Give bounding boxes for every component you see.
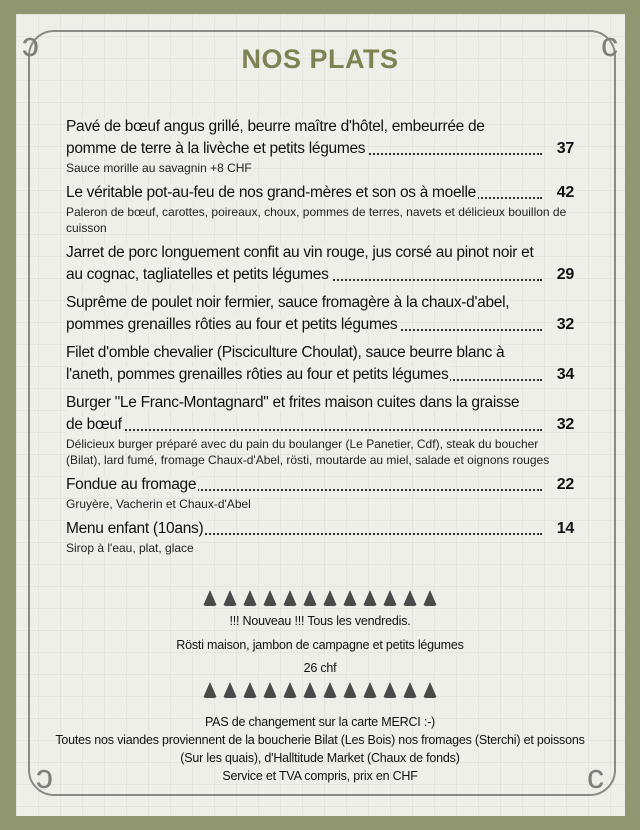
- cone-icon: [243, 682, 257, 698]
- cone-icon: [403, 590, 417, 606]
- footer-line: PAS de changement sur la carte MERCI :-): [204, 715, 436, 729]
- dish-price: 22: [556, 476, 574, 493]
- dish-description: Sauce morille au savagnin +8 CHF: [66, 161, 252, 175]
- dish-description: Paleron de bœuf, carottes, poireaux, choux, pommes de terres, navets et délicieux bouillon de cuisson: [66, 205, 567, 235]
- cone-icon: [423, 682, 437, 698]
- dish-price: 29: [556, 266, 574, 283]
- footer-line: Toutes nos viandes proviennent de la boucherie Bilat (Les Bois) nos fromages (Sterchi) et poissons: [55, 733, 585, 747]
- dish-description: Gruyère, Vacherin et Chaux-d'Abel: [66, 497, 251, 511]
- page-title: NOS PLATS: [241, 44, 399, 74]
- cone-icon: [263, 590, 277, 606]
- cone-icon: [363, 682, 377, 698]
- cone-icon: [283, 590, 297, 606]
- dish-price: 37: [556, 140, 574, 157]
- menu-list: [66, 116, 574, 562]
- cone-icon: [343, 682, 357, 698]
- special-headline: !!! Nouveau !!! Tous les vendredis.: [229, 614, 411, 628]
- dish-name-row: [66, 182, 574, 204]
- cone-icon: [203, 682, 217, 698]
- dish-price: 34: [556, 366, 574, 383]
- menu-item: [66, 518, 574, 556]
- cone-icon: [363, 590, 377, 606]
- footer-line: (Sur les quais), d'Halltitude Market (Chaux de fonds): [180, 751, 460, 765]
- divider-cones: [0, 590, 640, 609]
- cone-icon: [343, 590, 357, 606]
- dish-price: 42: [556, 184, 574, 201]
- corner-swirl-icon: ↄ: [22, 26, 39, 64]
- cone-icon: [263, 682, 277, 698]
- corner-swirl-icon: c: [587, 758, 604, 796]
- cone-icon: [283, 682, 297, 698]
- dish-price: 32: [556, 416, 574, 433]
- cone-icon: [423, 590, 437, 606]
- cone-icon: [303, 682, 317, 698]
- dish-name-row: [66, 518, 574, 540]
- menu-item: [66, 392, 574, 468]
- dish-name: Fondue au fromage: [66, 476, 197, 493]
- corner-swirl-icon: c: [601, 26, 618, 64]
- dish-name: Menu enfant (10ans): [66, 520, 204, 537]
- dish-name: Suprême de poulet noir fermier, sauce fromagère à la chaux-d'abel, pommes grenailles rôties au four et petits légumes: [66, 294, 510, 333]
- dish-description: Délicieux burger préparé avec du pain du boulanger (Le Panetier, Cdf), steak du boucher (Bilat), lard fumé, fromage Chaux-d'Abel, rösti, moutarde au miel, salade et oignons rouges: [66, 437, 550, 467]
- corner-swirl-icon: ↄ: [36, 758, 53, 796]
- cone-icon: [243, 590, 257, 606]
- dish-description: Sirop à l'eau, plat, glace: [66, 541, 194, 555]
- dish-name: Burger "Le Franc-Montagnard" et frites maison cuites dans la graisse de bœuf: [66, 394, 520, 433]
- dish-name-row: [66, 242, 574, 286]
- cone-icon: [203, 590, 217, 606]
- dish-name-row: [66, 292, 574, 336]
- cone-icon: [323, 590, 337, 606]
- cone-icon: [383, 590, 397, 606]
- dish-name: Jarret de porc longuement confit au vin rouge, jus corsé au pinot noir et au cognac, tagliatelles et petits légumes: [66, 244, 534, 283]
- dish-name: Filet d'omble chevalier (Pisciculture Choulat), sauce beurre blanc à l'aneth, pommes grenailles rôties au four et petits légumes: [66, 344, 505, 383]
- dish-name-row: [66, 116, 574, 160]
- cone-icon: [383, 682, 397, 698]
- dish-name: Le véritable pot-au-feu de nos grand-mères et son os à moelle: [66, 184, 476, 201]
- cone-icon: [323, 682, 337, 698]
- cone-icon: [403, 682, 417, 698]
- footer-notes: [0, 713, 640, 785]
- footer-line: Service et TVA compris, prix en CHF: [222, 769, 418, 783]
- divider-cones: [0, 682, 640, 701]
- dish-name-row: [66, 392, 574, 436]
- dish-name: Pavé de bœuf angus grillé, beurre maître d'hôtel, embeurrée de pomme de terre à la livèche et petits légumes: [66, 118, 485, 157]
- dish-name-row: [66, 342, 574, 386]
- menu-item: [66, 116, 574, 176]
- cone-icon: [223, 682, 237, 698]
- menu-item: [66, 342, 574, 386]
- dish-price: 14: [556, 520, 574, 537]
- dish-name-row: [66, 474, 574, 496]
- special-price: 26 chf: [303, 661, 337, 675]
- menu-item: [66, 242, 574, 286]
- menu-item: [66, 474, 574, 512]
- dish-price: 32: [556, 316, 574, 333]
- menu-item: [66, 292, 574, 336]
- menu-item: [66, 182, 574, 236]
- cone-icon: [223, 590, 237, 606]
- cone-icon: [303, 590, 317, 606]
- special-dish: Rösti maison, jambon de campagne et petits légumes: [176, 638, 464, 652]
